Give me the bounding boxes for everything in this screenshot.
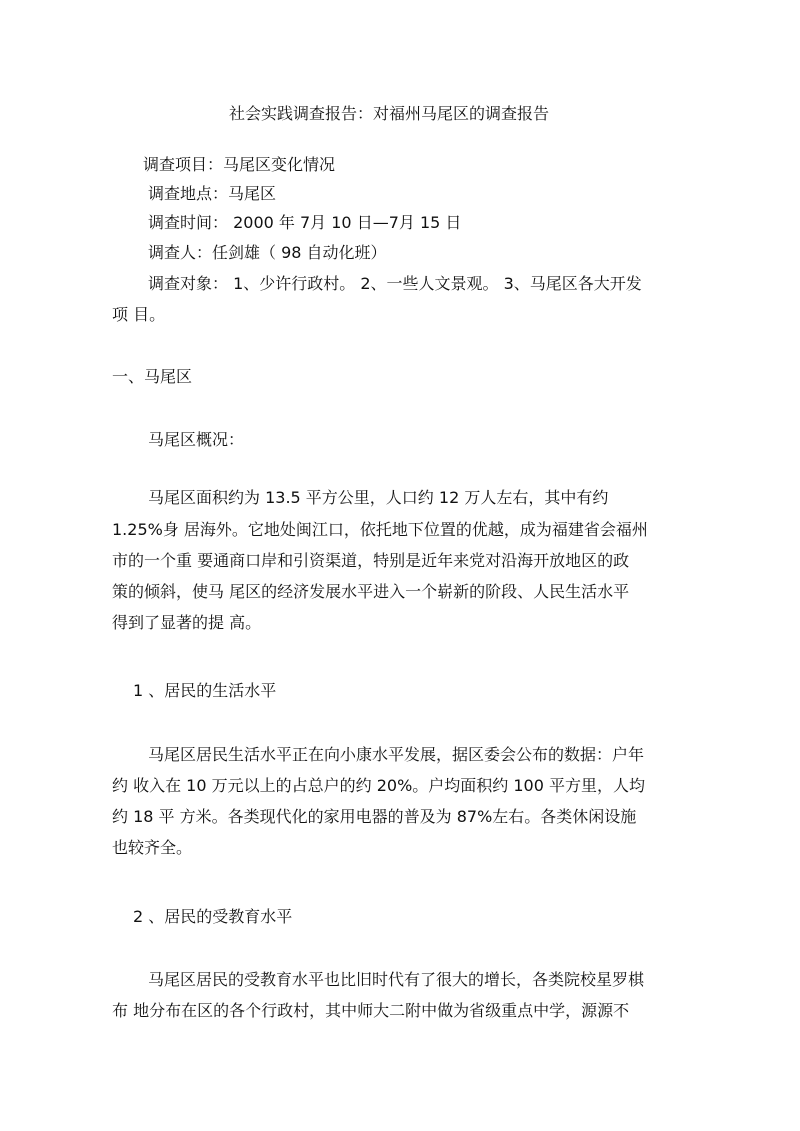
meta-project: 调查项目：马尾区变化情况 [143, 155, 336, 174]
paragraph-line: 马尾区居民的受教育水平也比旧时代有了很大的增长，各类院校星罗棋 [148, 970, 645, 989]
paragraph-line: 1.25%身 居海外。它地处闽江口，依托地下位置的优越，成为福建省会福州 [112, 520, 648, 539]
subsection-heading: 1 、居民的生活水平 [133, 681, 277, 700]
overview-label: 马尾区概况： [148, 430, 245, 449]
document-title: 社会实践调查报告：对福州马尾区的调查报告 [229, 104, 550, 123]
paragraph-line: 布 地分布在区的各个行政村，其中师大二附中做为省级重点中学，源源不 [112, 1001, 630, 1020]
paragraph-line: 马尾区居民生活水平正在向小康水平发展，据区委会公布的数据：户年 [148, 745, 645, 764]
paragraph-line: 约 收入在 10 万元以上的占总户的约 20%。户均面积约 100 平方里，人均 [112, 776, 645, 795]
paragraph-line: 市的一个重 要通商口岸和引资渠道，特别是近年来党对沿海开放地区的政 [112, 551, 630, 570]
subsection-heading: 2 、居民的受教育水平 [133, 907, 293, 926]
section-heading: 一、马尾区 [112, 367, 193, 386]
paragraph-line: 策的倾斜，使马 尾区的经济发展水平进入一个崭新的阶段、人民生活水平 [112, 582, 630, 601]
meta-location: 调查地点：马尾区 [148, 184, 277, 203]
paragraph-line: 约 18 平 方米。各类现代化的家用电器的普及为 87%左右。各类休闲设施 [112, 807, 637, 826]
meta-objects-line2: 项 目。 [112, 305, 166, 324]
meta-time: 调查时间： 2000 年 7月 10 日—7月 15 日 [148, 213, 462, 232]
paragraph-line: 得到了显著的提 高。 [112, 613, 262, 632]
paragraph-line: 也较齐全。 [112, 838, 193, 857]
meta-investigator: 调查人：任剑雄（ 98 自动化班） [148, 243, 387, 262]
paragraph-line: 马尾区面积约为 13.5 平方公里，人口约 12 万人左右，其中有约 [148, 488, 609, 507]
meta-objects-line1: 调查对象： 1、少许行政村。 2、一些人文景观。 3、马尾区各大开发 [148, 274, 642, 293]
